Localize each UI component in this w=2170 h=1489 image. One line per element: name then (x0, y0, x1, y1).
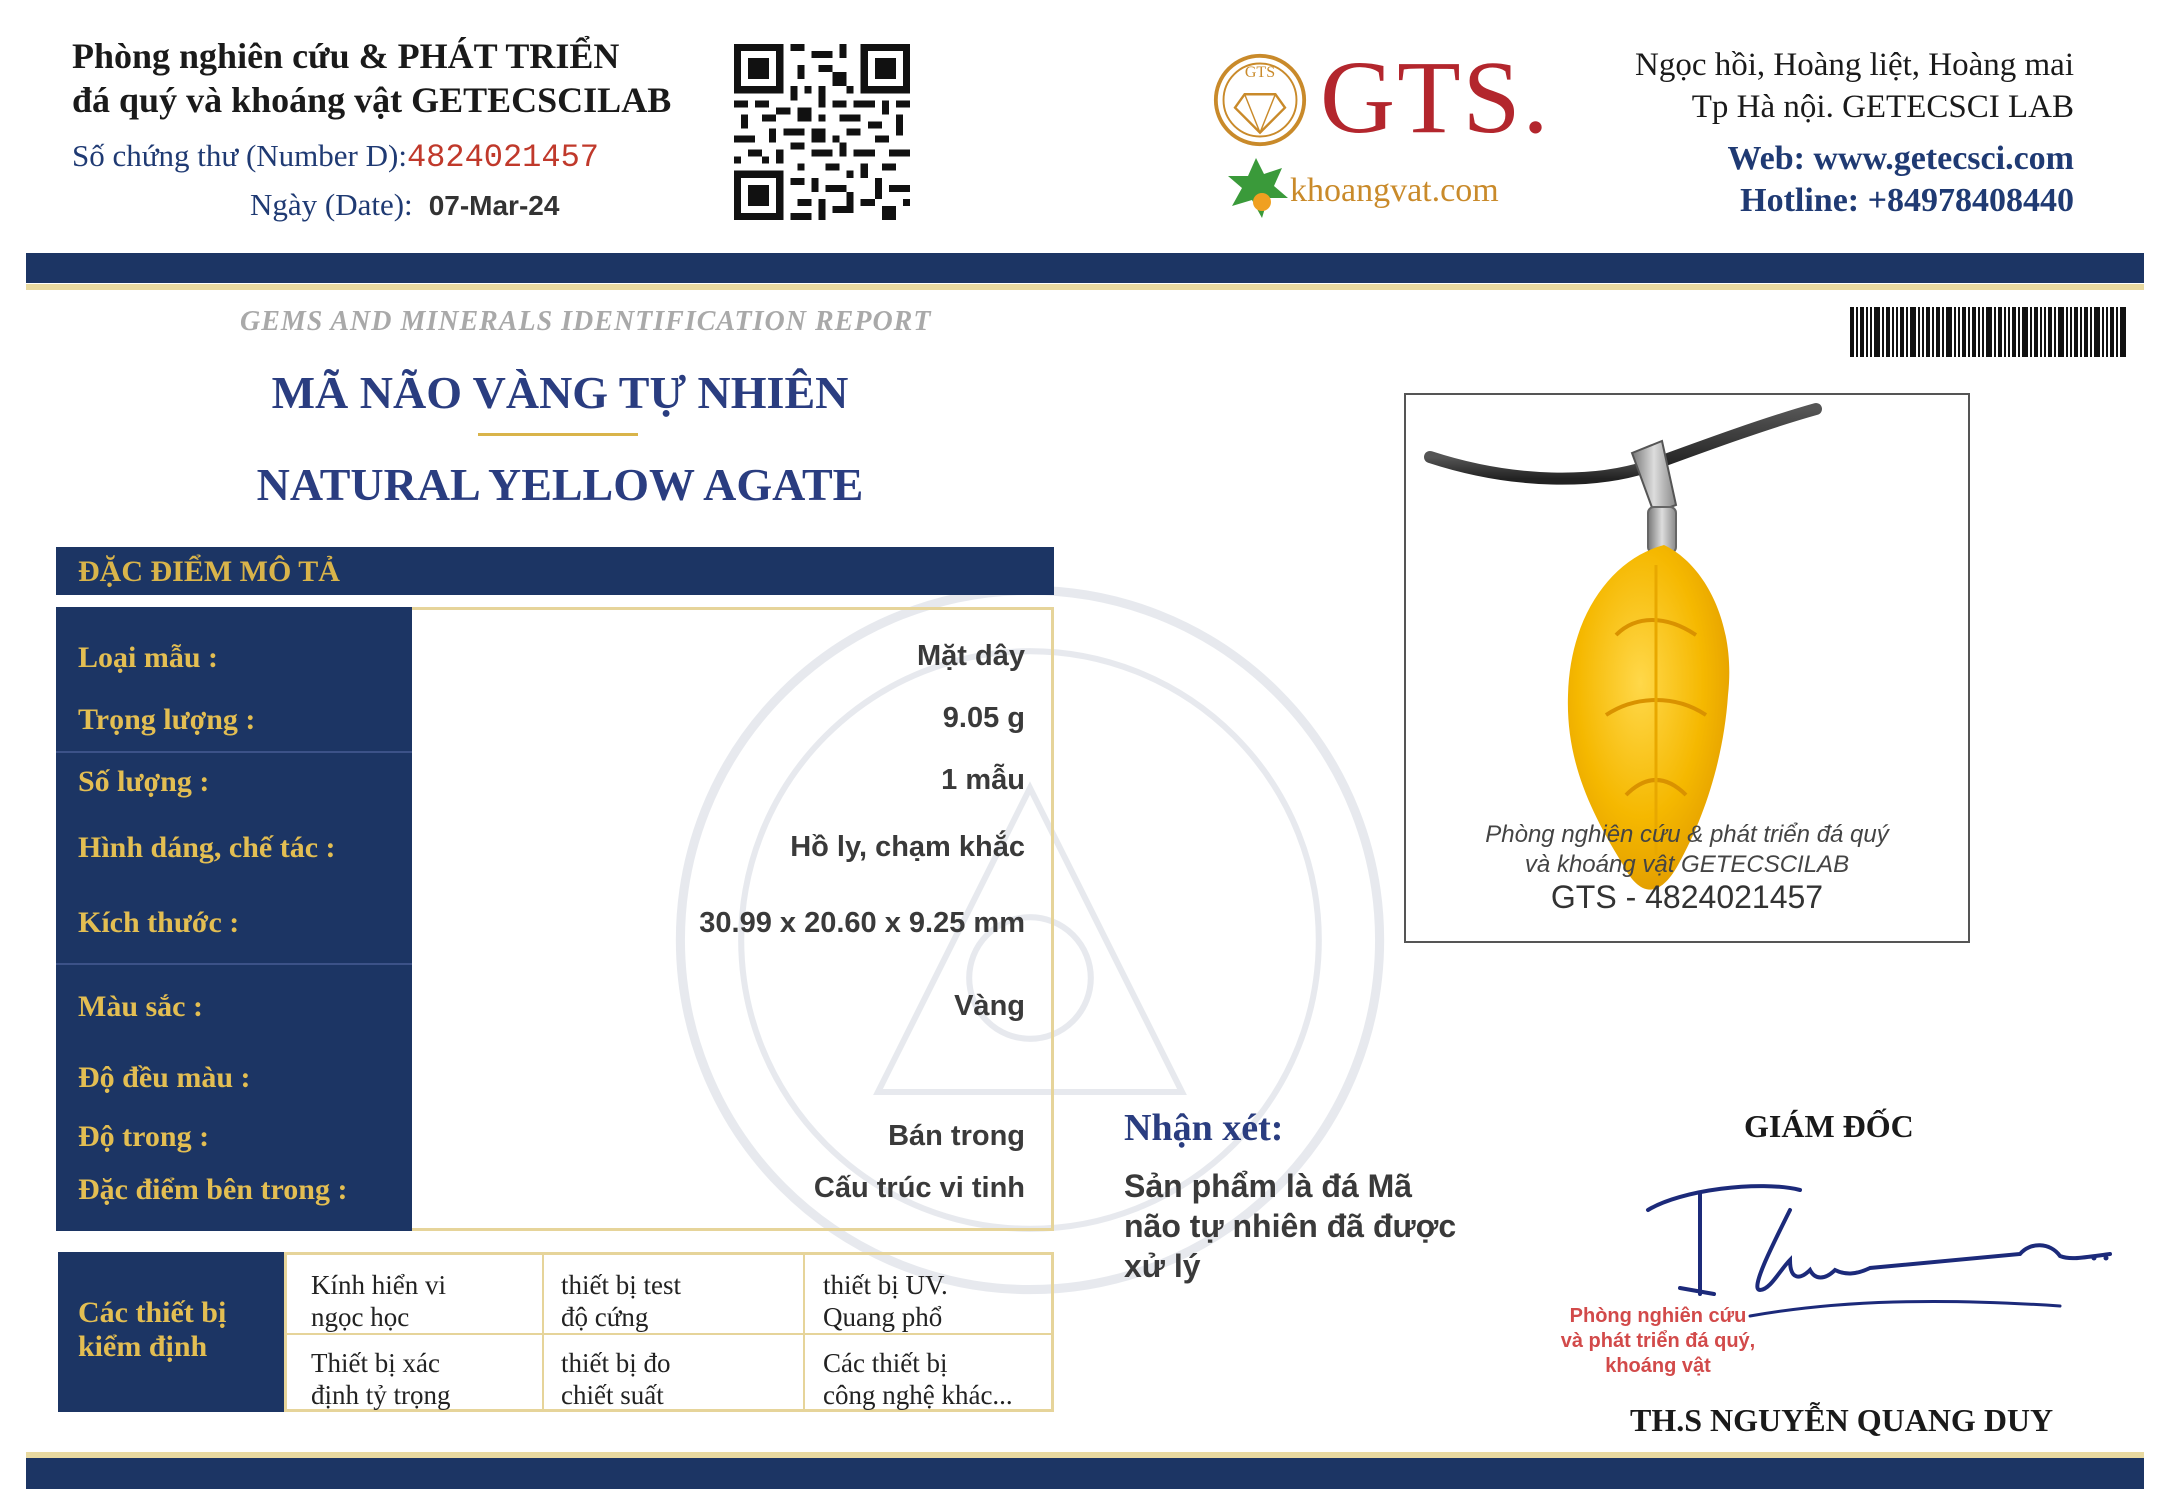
equipment-cell (561, 1347, 671, 1411)
row-divider (56, 963, 412, 965)
grid-line (803, 1255, 805, 1409)
equipment-grid (284, 1252, 1054, 1412)
equipment-label-line2: kiểm định (78, 1330, 208, 1363)
barcode-icon (1850, 307, 2126, 357)
label-dimensions: Kích thước : (78, 906, 240, 939)
equipment-cell-line1: thiết bị test (561, 1270, 681, 1300)
equipment-cell-line1: Các thiết bị (823, 1348, 948, 1378)
label-quantity: Số lượng : (78, 765, 210, 798)
equipment-cell-line2: độ cứng (561, 1302, 649, 1332)
equipment-cell (311, 1347, 451, 1411)
report-subtitle: GEMS AND MINERALS IDENTIFICATION REPORT (240, 306, 932, 337)
label-transparency: Độ trong : (78, 1120, 210, 1153)
title-english: NATURAL YELLOW AGATE (256, 459, 864, 510)
lab-name (72, 34, 671, 122)
lab-name-line2: đá quý và khoáng vật GETECSCILAB (72, 80, 672, 120)
top-band (26, 253, 2144, 283)
contact-info (1727, 138, 2074, 222)
remarks-text: Sản phẩm là đá Mã não tự nhiên đã được xử lý (1124, 1168, 1457, 1284)
label-color: Màu sắc : (78, 990, 203, 1023)
equipment-cell-line2: Quang phổ (823, 1302, 943, 1332)
certificate-number-label: Số chứng thư (Number D): (72, 138, 407, 173)
equipment-cell (561, 1269, 681, 1333)
value-quantity: 1 mẫu (941, 764, 1025, 796)
equipment-cell (311, 1269, 446, 1333)
top-band-accent (26, 284, 2144, 290)
director-name: TH.S NGUYỄN QUANG DUY (1630, 1402, 2054, 1438)
label-shape: Hình dáng, chế tác : (78, 831, 336, 864)
value-dimensions: 30.99 x 20.60 x 9.25 mm (699, 907, 1025, 939)
remarks-heading: Nhận xét: (1124, 1107, 1284, 1149)
equipment-cell-line1: thiết bị đo (561, 1348, 671, 1378)
certificate-date-label: Ngày (Date): (250, 187, 413, 222)
certificate-number (72, 138, 599, 176)
label-weight: Trọng lượng : (78, 703, 256, 736)
certificate-date (250, 187, 559, 223)
description-labels (56, 607, 412, 1231)
description-heading: ĐẶC ĐIỂM MÔ TẢ (78, 555, 340, 588)
title-vietnamese: MÃ NÃO VÀNG TỰ NHIÊN (271, 367, 849, 418)
photo-caption-line1: Phòng nghiên cứu & phát triển đá quý (1485, 821, 1889, 848)
equipment-cell-line2: ngọc học (311, 1302, 410, 1332)
stamp-line2: và phát triển đá quý, (1560, 1330, 1756, 1352)
leaf-logo-icon (1226, 154, 1290, 222)
row-divider (56, 751, 412, 753)
equipment-cell (823, 1347, 1013, 1411)
photo-caption-line2: và khoáng vật GETECSCILAB (1524, 851, 1850, 878)
value-color: Vàng (954, 990, 1025, 1022)
label-inclusions: Đặc điểm bên trong : (78, 1173, 348, 1206)
lab-name-line1: Phòng nghiên cứu & PHÁT TRIỂN (72, 36, 620, 76)
label-color-uniformity: Độ đều màu : (78, 1061, 251, 1094)
value-sample-type: Mặt dây (917, 640, 1025, 672)
brand-name: GTS. (1320, 40, 1551, 155)
stamp-text (1548, 1304, 1768, 1379)
equipment-cell-line2: công nghệ khác... (823, 1380, 1013, 1410)
value-weight: 9.05 g (942, 702, 1025, 734)
qr-code-icon (734, 44, 910, 220)
gts-emblem-text: GTS (1244, 64, 1276, 81)
value-transparency: Bán trong (888, 1120, 1025, 1152)
sample-photo-frame (1404, 393, 1970, 943)
equipment-cell-line2: định tỷ trọng (311, 1380, 451, 1410)
director-title: GIÁM ĐỐC (1744, 1108, 1914, 1144)
equipment-label (58, 1252, 284, 1412)
equipment-cell (823, 1269, 948, 1333)
site-logo-text: khoangvat.com (1290, 172, 1499, 209)
description-header (56, 547, 1054, 595)
website-link[interactable]: Web: www.getecsci.com (1727, 140, 2074, 177)
certificate-date-value: 07-Mar-24 (428, 190, 560, 221)
description-values (412, 607, 1054, 1231)
label-sample-type: Loại mẫu : (78, 641, 219, 674)
stamp-line3: khoáng vật (1605, 1355, 1711, 1377)
address-line2: Tp Hà nội. GETECSCI LAB (1691, 89, 2074, 125)
bottom-band (26, 1458, 2144, 1489)
grid-line (287, 1333, 1051, 1335)
address-line1: Ngọc hồi, Hoàng liệt, Hoàng mai (1635, 47, 2074, 83)
value-shape: Hồ ly, chạm khắc (790, 831, 1025, 863)
equipment-label-text (78, 1296, 226, 1364)
equipment-cell-line1: thiết bị UV. (823, 1270, 948, 1300)
stamp-line1: Phòng nghiên cứu (1569, 1305, 1747, 1327)
equipment-label-line1: Các thiết bị (78, 1296, 227, 1329)
title-separator (478, 433, 638, 436)
equipment-cell-line1: Thiết bị xác (311, 1348, 440, 1378)
grid-line (542, 1255, 544, 1409)
lab-address (1635, 44, 2074, 128)
photo-caption-id: GTS - 4824021457 (1550, 879, 1824, 915)
equipment-cell-line1: Kính hiển vi (311, 1270, 446, 1300)
certificate-number-value: 4824021457 (406, 139, 599, 176)
hotline: Hotline: +84978408440 (1740, 182, 2074, 219)
equipment-cell-line2: chiết suất (561, 1380, 664, 1410)
value-inclusions: Cấu trúc vi tinh (813, 1172, 1025, 1204)
